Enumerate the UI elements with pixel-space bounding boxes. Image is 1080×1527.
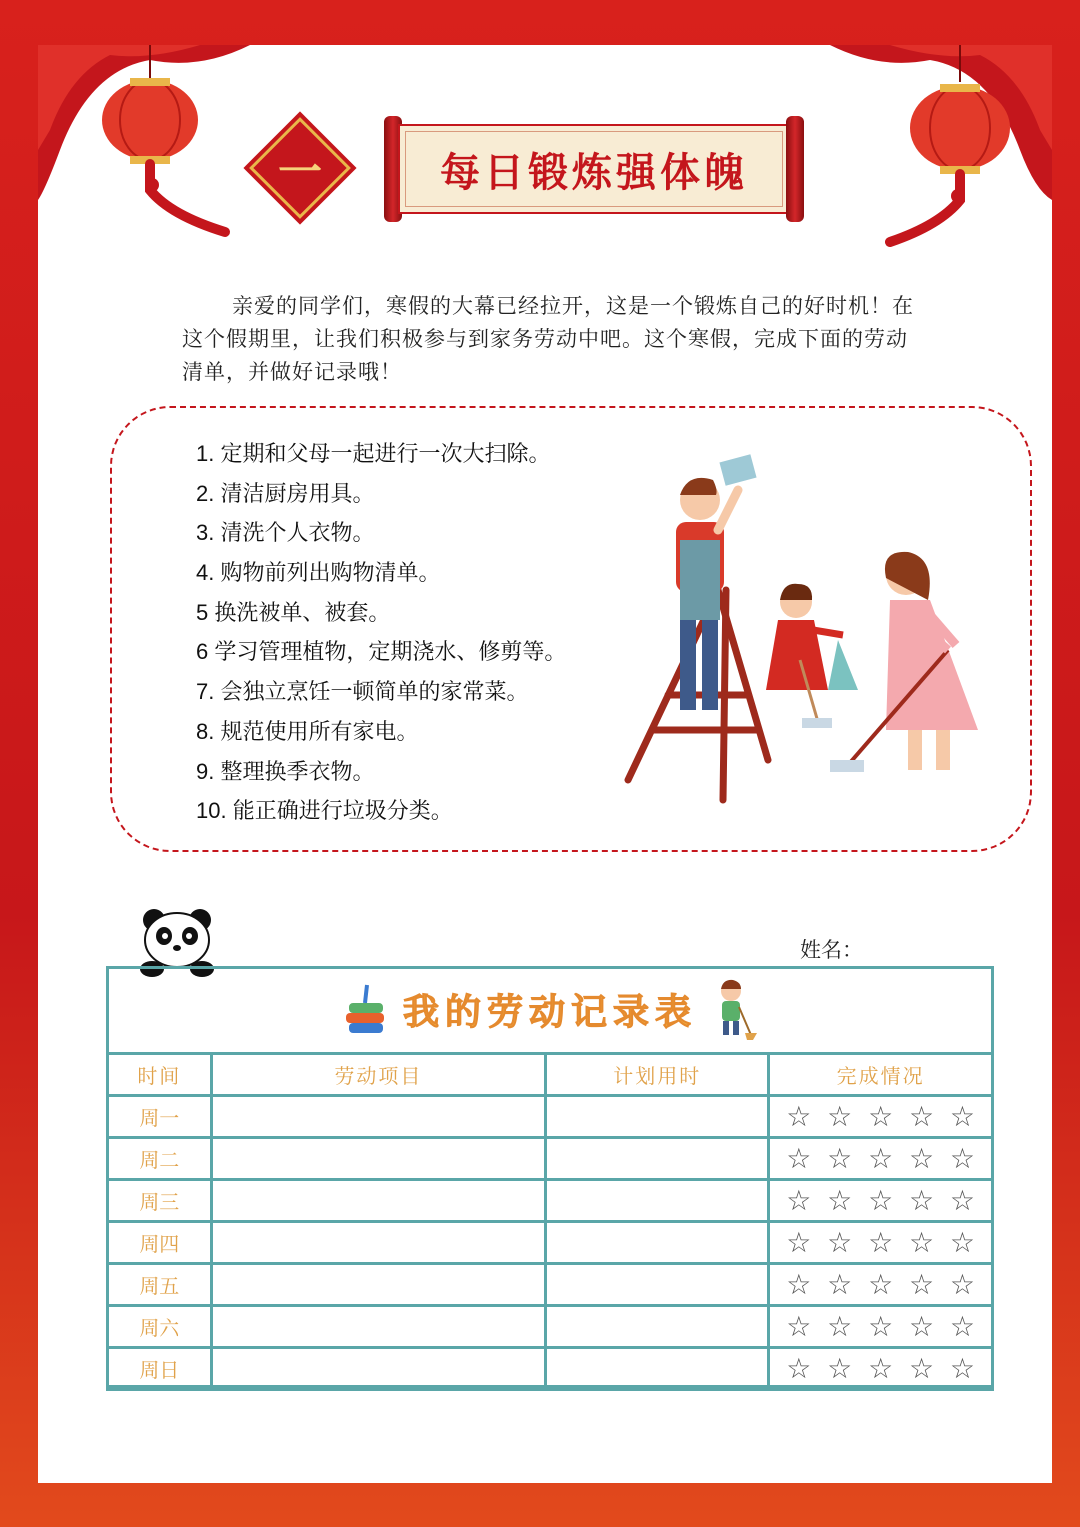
star-rating — [770, 1225, 991, 1259]
star-icon[interactable]: ☆ — [786, 1183, 812, 1217]
column-header-task: 劳动项目 — [211, 1054, 546, 1096]
planned-time-input-cell[interactable] — [546, 1222, 769, 1264]
star-icon[interactable]: ☆ — [909, 1183, 935, 1217]
title-scroll — [384, 116, 804, 222]
star-rating — [770, 1183, 991, 1217]
section-number: 一 — [278, 147, 322, 198]
star-rating — [770, 1267, 991, 1301]
task-input-cell[interactable] — [211, 1222, 546, 1264]
task-list — [196, 434, 566, 831]
star-icon[interactable]: ☆ — [827, 1141, 853, 1175]
table-header-row — [108, 1054, 993, 1096]
task-item: 3. 清洗个人衣物。 — [196, 520, 375, 546]
task-item: 2. 清洁厨房用具。 — [196, 480, 375, 506]
star-icon[interactable]: ☆ — [949, 1141, 976, 1175]
star-icon[interactable]: ☆ — [909, 1309, 935, 1343]
task-item: 7. 会独立烹饪一顿简单的家常菜。 — [196, 679, 529, 705]
day-cell: 周二 — [108, 1138, 212, 1180]
task-input-cell[interactable] — [211, 1348, 546, 1390]
completion-rating-cell — [769, 1222, 993, 1264]
star-icon[interactable]: ☆ — [949, 1225, 976, 1259]
planned-time-input-cell[interactable] — [546, 1138, 769, 1180]
completion-rating-cell — [769, 1180, 993, 1222]
star-icon[interactable]: ☆ — [909, 1099, 935, 1133]
completion-rating-cell — [769, 1138, 993, 1180]
task-item: 8. 规范使用所有家电。 — [196, 718, 419, 744]
task-input-cell[interactable] — [211, 1264, 546, 1306]
section-number-badge — [250, 118, 350, 218]
star-icon[interactable]: ☆ — [786, 1351, 812, 1385]
task-item: 10. 能正确进行垃圾分类。 — [196, 798, 453, 824]
record-table-header — [106, 966, 994, 1052]
star-rating — [770, 1309, 991, 1343]
curtain-left-decoration — [0, 0, 260, 260]
planned-time-input-cell[interactable] — [546, 1180, 769, 1222]
table-body — [108, 1096, 993, 1390]
day-cell: 周四 — [108, 1222, 212, 1264]
table-row — [108, 1138, 993, 1180]
intro-paragraph: 亲爱的同学们，寒假的大幕已经拉开，这是一个锻炼自己的好时机！在这个假期里，让我们积极参与到家务劳动中吧。这个寒假，完成下面的劳动清单，并做好记录哦！ — [182, 294, 914, 384]
star-rating — [770, 1351, 991, 1385]
star-icon[interactable]: ☆ — [868, 1183, 894, 1217]
column-header-planned-time: 计划用时 — [546, 1054, 769, 1096]
star-icon[interactable]: ☆ — [909, 1225, 935, 1259]
planned-time-input-cell[interactable] — [546, 1264, 769, 1306]
star-icon[interactable]: ☆ — [949, 1351, 976, 1385]
name-field-label: 姓名： — [800, 938, 863, 962]
completion-rating-cell — [769, 1348, 993, 1390]
star-icon[interactable]: ☆ — [949, 1267, 976, 1301]
star-icon[interactable]: ☆ — [949, 1099, 976, 1133]
day-cell: 周五 — [108, 1264, 212, 1306]
task-item: 1. 定期和父母一起进行一次大扫除。 — [196, 441, 551, 466]
star-icon[interactable]: ☆ — [909, 1351, 935, 1385]
boy-sweeping-icon — [713, 977, 757, 1041]
task-input-cell[interactable] — [211, 1180, 546, 1222]
planned-time-input-cell[interactable] — [546, 1306, 769, 1348]
star-icon[interactable]: ☆ — [786, 1141, 812, 1175]
star-icon[interactable]: ☆ — [786, 1225, 812, 1259]
table-row — [108, 1222, 993, 1264]
task-item: 4. 购物前列出购物清单。 — [196, 560, 441, 586]
star-icon[interactable]: ☆ — [786, 1309, 812, 1343]
record-table-title: 我的劳动记录表 — [402, 991, 697, 1033]
star-icon[interactable]: ☆ — [786, 1099, 812, 1133]
star-icon[interactable]: ☆ — [868, 1099, 894, 1133]
star-icon[interactable]: ☆ — [868, 1267, 894, 1301]
task-input-cell[interactable] — [211, 1138, 546, 1180]
star-icon[interactable]: ☆ — [827, 1309, 853, 1343]
section-title: 每日锻炼强体魄 — [440, 148, 748, 196]
column-header-time: 时间 — [108, 1054, 212, 1096]
star-icon[interactable]: ☆ — [827, 1099, 853, 1133]
completion-rating-cell — [769, 1096, 993, 1138]
star-icon[interactable]: ☆ — [909, 1141, 935, 1175]
star-icon[interactable]: ☆ — [868, 1141, 894, 1175]
star-rating — [770, 1099, 991, 1133]
table-row — [108, 1180, 993, 1222]
star-icon[interactable]: ☆ — [827, 1225, 853, 1259]
star-icon[interactable]: ☆ — [868, 1351, 894, 1385]
day-cell: 周日 — [108, 1348, 212, 1390]
family-cleaning-illustration — [618, 450, 998, 820]
task-item: 5 换洗被单、被套。 — [196, 599, 391, 625]
completion-rating-cell — [769, 1306, 993, 1348]
star-rating — [770, 1141, 991, 1175]
task-input-cell[interactable] — [211, 1306, 546, 1348]
star-icon[interactable]: ☆ — [949, 1183, 976, 1217]
day-cell: 周一 — [108, 1096, 212, 1138]
star-icon[interactable]: ☆ — [827, 1351, 853, 1385]
star-icon[interactable]: ☆ — [949, 1309, 976, 1343]
star-icon[interactable]: ☆ — [827, 1183, 853, 1217]
planned-time-input-cell[interactable] — [546, 1348, 769, 1390]
planned-time-input-cell[interactable] — [546, 1096, 769, 1138]
cleaning-bucket-icon — [343, 981, 387, 1037]
table-row — [108, 1264, 993, 1306]
task-item: 9. 整理换季衣物。 — [196, 758, 375, 784]
star-icon[interactable]: ☆ — [786, 1267, 812, 1301]
column-header-completion: 完成情况 — [769, 1054, 993, 1096]
table-row — [108, 1096, 993, 1138]
task-input-cell[interactable] — [211, 1096, 546, 1138]
table-row — [108, 1348, 993, 1390]
star-icon[interactable]: ☆ — [868, 1309, 894, 1343]
task-item: 6 学习管理植物，定期浇水、修剪等。 — [196, 639, 567, 665]
table-row — [108, 1306, 993, 1348]
record-grid — [106, 1052, 994, 1391]
star-icon[interactable]: ☆ — [868, 1225, 894, 1259]
curtain-right-decoration — [810, 0, 1080, 260]
day-cell: 周三 — [108, 1180, 212, 1222]
star-icon[interactable]: ☆ — [909, 1267, 935, 1301]
completion-rating-cell — [769, 1264, 993, 1306]
day-cell: 周六 — [108, 1306, 212, 1348]
star-icon[interactable]: ☆ — [827, 1267, 853, 1301]
